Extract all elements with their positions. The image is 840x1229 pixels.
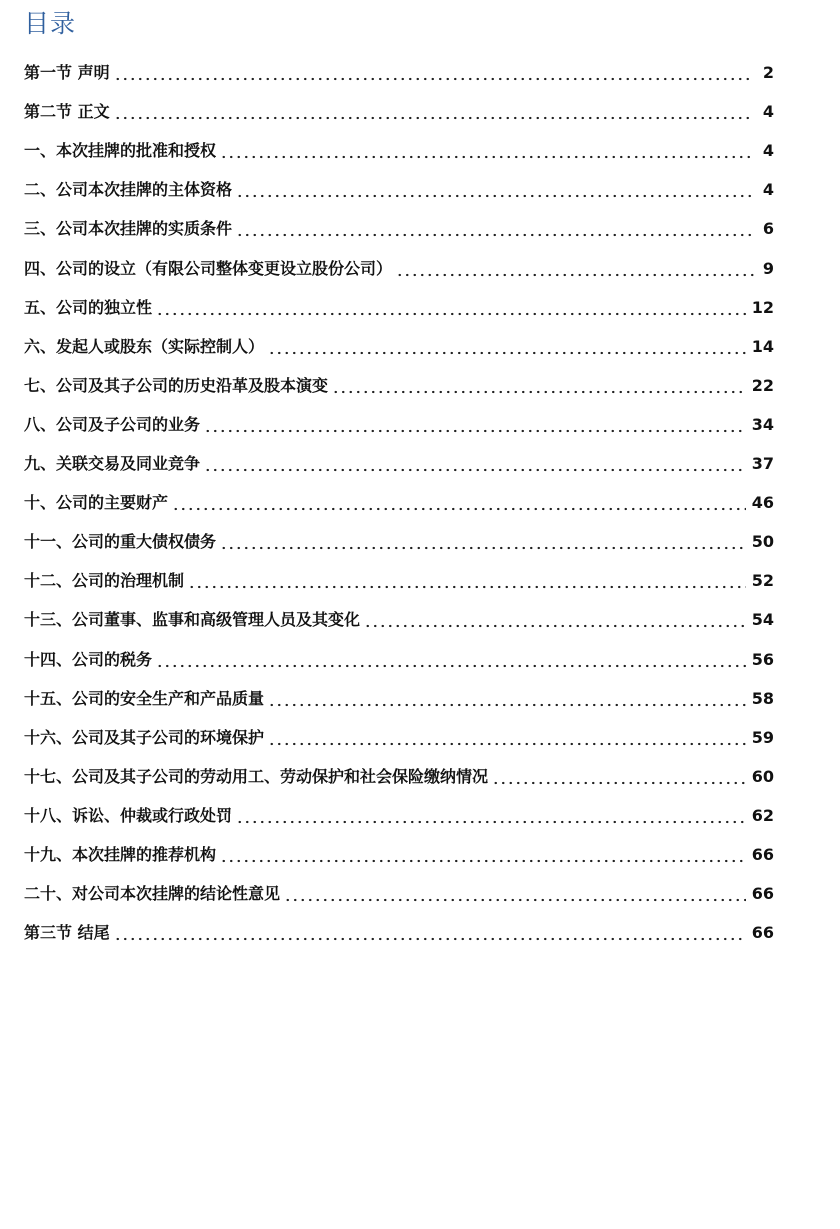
dot-leader bbox=[268, 337, 746, 357]
toc-entry-page-number: 52 bbox=[751, 571, 774, 591]
dot-leader bbox=[114, 63, 754, 83]
toc-entry[interactable] bbox=[24, 793, 774, 832]
toc-entry-page-number: 46 bbox=[751, 493, 774, 513]
toc-entry[interactable] bbox=[24, 441, 774, 480]
toc-entry[interactable] bbox=[24, 676, 774, 715]
toc-entry-label: 十五、公司的安全生产和产品质量 bbox=[24, 688, 265, 708]
toc-entry[interactable] bbox=[24, 597, 774, 636]
toc-entry-label: 三、公司本次挂牌的实质条件 bbox=[24, 219, 233, 239]
toc-entry-page-number: 54 bbox=[751, 610, 774, 630]
dot-leader bbox=[396, 259, 754, 279]
toc-entry[interactable] bbox=[24, 128, 774, 167]
toc-entry-page-number: 62 bbox=[751, 805, 774, 825]
toc-entry-page-number: 56 bbox=[751, 649, 774, 669]
toc-entry[interactable] bbox=[24, 558, 774, 597]
toc-entry-page-number: 12 bbox=[751, 297, 774, 317]
dot-leader bbox=[114, 102, 754, 122]
toc-entry[interactable] bbox=[24, 754, 774, 793]
dot-leader bbox=[364, 610, 746, 630]
toc-entry-page-number: 4 bbox=[762, 102, 774, 122]
dot-leader bbox=[114, 923, 746, 943]
toc-entry[interactable] bbox=[24, 871, 774, 910]
dot-leader bbox=[188, 571, 746, 591]
toc-entry-label: 二、公司本次挂牌的主体资格 bbox=[24, 180, 233, 200]
toc-entry[interactable] bbox=[24, 363, 774, 402]
toc-entry[interactable] bbox=[24, 50, 774, 89]
dot-leader bbox=[268, 728, 746, 748]
toc-entry[interactable] bbox=[24, 910, 774, 949]
toc-entry-page-number: 66 bbox=[751, 844, 774, 864]
toc-entry-label: 十九、本次挂牌的推荐机构 bbox=[24, 844, 217, 864]
toc-entry-label: 四、公司的设立（有限公司整体变更设立股份公司） bbox=[24, 258, 393, 278]
toc-entry[interactable] bbox=[24, 402, 774, 441]
toc-entry[interactable] bbox=[24, 324, 774, 363]
dot-leader bbox=[156, 650, 746, 670]
toc-entry-page-number: 34 bbox=[751, 414, 774, 434]
toc-entry-page-number: 2 bbox=[762, 63, 774, 83]
dot-leader bbox=[236, 219, 754, 239]
toc-entry-label: 十七、公司及其子公司的劳动用工、劳动保护和社会保险缴纳情况 bbox=[24, 766, 489, 786]
dot-leader bbox=[284, 884, 746, 904]
toc-entry-page-number: 66 bbox=[751, 923, 774, 943]
toc-entry-label: 十六、公司及其子公司的环境保护 bbox=[24, 727, 265, 747]
toc-entry-label: 十、公司的主要财产 bbox=[24, 493, 169, 513]
dot-leader bbox=[268, 689, 746, 709]
toc-entry[interactable] bbox=[24, 519, 774, 558]
dot-leader bbox=[492, 767, 746, 787]
toc-entry-label: 五、公司的独立性 bbox=[24, 297, 153, 317]
dot-leader bbox=[220, 532, 746, 552]
toc-entry-label: 九、关联交易及同业竞争 bbox=[24, 454, 201, 474]
toc-entry-page-number: 66 bbox=[751, 884, 774, 904]
dot-leader bbox=[236, 806, 746, 826]
toc-entry-page-number: 4 bbox=[762, 180, 774, 200]
dot-leader bbox=[204, 415, 746, 435]
toc-entry[interactable] bbox=[24, 285, 774, 324]
toc-entry-label: 十八、诉讼、仲裁或行政处罚 bbox=[24, 805, 233, 825]
dot-leader bbox=[332, 376, 746, 396]
toc-entry[interactable] bbox=[24, 715, 774, 754]
toc-entry-page-number: 59 bbox=[751, 727, 774, 747]
toc-entry[interactable] bbox=[24, 245, 774, 284]
toc-entry-label: 二十、对公司本次挂牌的结论性意见 bbox=[24, 884, 281, 904]
toc-entry-label: 十二、公司的治理机制 bbox=[24, 571, 185, 591]
toc-entry[interactable] bbox=[24, 206, 774, 245]
toc-entry-label: 八、公司及子公司的业务 bbox=[24, 414, 201, 434]
toc-entry[interactable] bbox=[24, 832, 774, 871]
toc-entry-label: 第一节 声明 bbox=[24, 63, 110, 83]
toc-entry[interactable] bbox=[24, 167, 774, 206]
dot-leader bbox=[172, 493, 746, 513]
dot-leader bbox=[220, 845, 746, 865]
toc-entry-label: 第二节 正文 bbox=[24, 102, 110, 122]
toc-entry-page-number: 50 bbox=[751, 532, 774, 552]
toc-entry-page-number: 6 bbox=[762, 219, 774, 239]
toc-entry-label: 六、发起人或股东（实际控制人） bbox=[24, 336, 265, 356]
toc-entry-label: 十一、公司的重大债权债务 bbox=[24, 532, 217, 552]
toc-entry-label: 十三、公司董事、监事和高级管理人员及其变化 bbox=[24, 610, 361, 630]
toc-title: 目录 bbox=[24, 9, 77, 38]
toc-entry-page-number: 14 bbox=[751, 336, 774, 356]
dot-leader bbox=[220, 141, 754, 161]
dot-leader bbox=[156, 298, 746, 318]
toc-entry[interactable] bbox=[24, 636, 774, 675]
dot-leader bbox=[204, 454, 746, 474]
toc-entry-page-number: 9 bbox=[762, 258, 774, 278]
toc-entry[interactable] bbox=[24, 480, 774, 519]
table-of-contents bbox=[24, 50, 774, 949]
toc-entry-page-number: 4 bbox=[762, 141, 774, 161]
toc-entry-page-number: 58 bbox=[751, 688, 774, 708]
toc-entry-page-number: 60 bbox=[751, 766, 774, 786]
toc-entry-label: 十四、公司的税务 bbox=[24, 649, 153, 669]
toc-entry-page-number: 37 bbox=[751, 454, 774, 474]
toc-entry-page-number: 22 bbox=[751, 375, 774, 395]
toc-entry-label: 一、本次挂牌的批准和授权 bbox=[24, 141, 217, 161]
toc-entry-label: 第三节 结尾 bbox=[24, 923, 110, 943]
toc-entry[interactable] bbox=[24, 89, 774, 128]
toc-entry-label: 七、公司及其子公司的历史沿革及股本演变 bbox=[24, 375, 329, 395]
dot-leader bbox=[236, 180, 754, 200]
